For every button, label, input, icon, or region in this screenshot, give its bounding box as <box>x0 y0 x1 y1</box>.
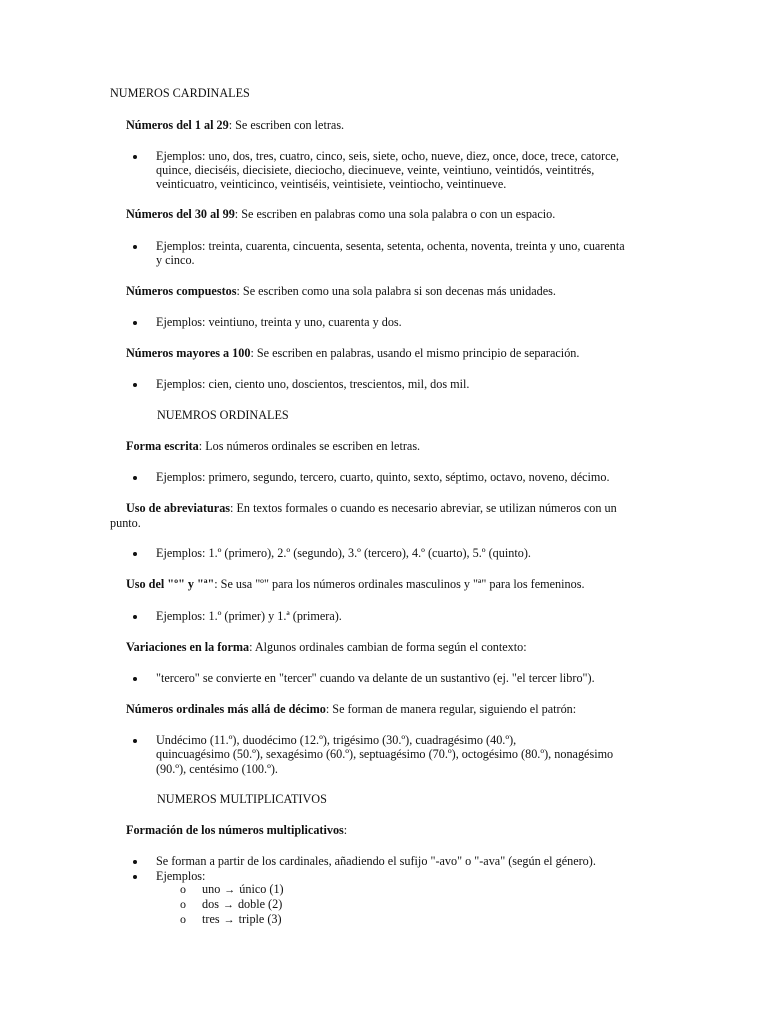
term: Números del 30 al 99 <box>126 207 235 221</box>
term: Uso del "º" y "ª" <box>126 577 215 591</box>
term: Números ordinales más allá de décimo <box>126 702 326 716</box>
term: Forma escrita <box>126 439 199 453</box>
list-item-text: Ejemplos: uno, dos, tres, cuatro, cinco, seis, siete, ocho, nueve, diez, once, doce, trece, catorce, <box>156 149 619 163</box>
definition: : Se usa "º" para los números ordinales masculinos y "ª" para los femeninos. <box>214 577 585 591</box>
paragraph-cardinales-2 <box>126 207 555 221</box>
definition: : Se forman de manera regular, siguiendo el patrón: <box>325 702 577 716</box>
paragraph-ordinales-1 <box>126 439 420 453</box>
paragraph-multiplicativos-1 <box>126 823 347 837</box>
circle-bullet-icon: o <box>180 897 186 911</box>
definition: : Se escriben con letras. <box>228 118 345 132</box>
list-item-text: Se forman a partir de los cardinales, añadiendo el sufijo "-avo" o "-ava" (según el género). <box>156 854 596 868</box>
list-item-text: Ejemplos: veintiuno, treinta y uno, cuarenta y dos. <box>156 315 402 329</box>
bullet-icon <box>133 383 137 387</box>
bullet-icon <box>133 677 137 681</box>
section-heading-ordinales: NUEMROS ORDINALES <box>157 408 289 422</box>
sub-item-result: doble (2) <box>237 897 283 911</box>
sub-item-result: triple (3) <box>238 912 282 926</box>
list-item-text: Undécimo (11.º), duodécimo (12.º), trigésimo (30.º), cuadragésimo (40.º), <box>156 733 517 747</box>
sub-item-word: tres <box>202 912 220 926</box>
circle-bullet-icon: o <box>180 912 186 926</box>
list-item-text: Ejemplos: 1.º (primer) y 1.ª (primera). <box>156 609 342 623</box>
list-item-text: "tercero" se convierte en "tercer" cuando va delante de un sustantivo (ej. "el tercer libro"). <box>156 671 595 685</box>
term: Formación de los números multiplicativos <box>126 823 344 837</box>
list-item-text: Ejemplos: cien, ciento uno, doscientos, trescientos, mil, dos mil. <box>156 377 470 391</box>
bullet-icon <box>133 321 137 325</box>
sub-item-word: uno <box>202 882 221 896</box>
bullet-icon <box>133 245 137 249</box>
circle-bullet-icon: o <box>180 882 186 896</box>
paragraph-ordinales-2 <box>126 501 617 515</box>
list-item-text: quince, dieciséis, diecisiete, dieciocho, diecinueve, veinte, veintiuno, veintidós, veintitrés, <box>156 163 595 177</box>
list-item-text: Ejemplos: primero, segundo, tercero, cuarto, quinto, sexto, séptimo, octavo, noveno, décimo. <box>156 470 610 484</box>
paragraph-cardinales-4 <box>126 346 579 360</box>
definition: : Se escriben como una sola palabra si son decenas más unidades. <box>236 284 556 298</box>
term: Uso de abreviaturas <box>126 501 231 515</box>
bullet-icon <box>133 860 137 864</box>
list-item-text: (90.º), centésimo (100.º). <box>156 762 278 776</box>
bullet-icon <box>133 739 137 743</box>
bullet-icon <box>133 875 137 879</box>
section-heading-cardinales: NUMEROS CARDINALES <box>110 86 250 100</box>
bullet-icon <box>133 615 137 619</box>
sub-item-result: único (1) <box>239 882 284 896</box>
term: Variaciones en la forma <box>126 640 250 654</box>
term: Números compuestos <box>126 284 237 298</box>
definition: : Se escriben en palabras como una sola palabra o con un espacio. <box>234 207 556 221</box>
list-item-text: y cinco. <box>156 253 195 267</box>
paragraph-cardinales-1 <box>126 118 344 132</box>
paragraph-ordinales-4 <box>126 640 527 654</box>
sub-item-word: dos <box>202 897 219 911</box>
paragraph-continuation: punto. <box>110 516 141 530</box>
sub-list-item <box>202 912 282 927</box>
definition: : En textos formales o cuando es necesario abreviar, se utilizan números con un <box>230 501 617 515</box>
bullet-icon <box>133 476 137 480</box>
sub-list-item <box>202 882 284 897</box>
paragraph-ordinales-3 <box>126 577 585 591</box>
definition: : Algunos ordinales cambian de forma según el contexto: <box>249 640 527 654</box>
paragraph-cardinales-3 <box>126 284 556 298</box>
bullet-icon <box>133 552 137 556</box>
list-item-text: Ejemplos: 1.º (primero), 2.º (segundo), 3.º (tercero), 4.º (cuarto), 5.º (quinto). <box>156 546 531 560</box>
arrow-right-icon: → <box>222 899 234 911</box>
list-item-text: Ejemplos: treinta, cuarenta, cincuenta, sesenta, setenta, ochenta, noventa, treinta y uno, cuarenta <box>156 239 625 253</box>
section-heading-multiplicativos: NUMEROS MULTIPLICATIVOS <box>157 792 327 806</box>
definition: : Los números ordinales se escriben en letras. <box>198 439 421 453</box>
paragraph-ordinales-5 <box>126 702 576 716</box>
list-item-text: veinticuatro, veinticinco, veintiséis, veintisiete, veintiocho, veintinueve. <box>156 177 507 191</box>
arrow-right-icon: → <box>224 884 236 896</box>
term: Números del 1 al 29 <box>126 118 229 132</box>
definition: : Se escriben en palabras, usando el mismo principio de separación. <box>250 346 580 360</box>
list-item-text: Ejemplos: <box>156 869 206 883</box>
list-item-text: quincuagésimo (50.º), sexagésimo (60.º), septuagésimo (70.º), octogésimo (80.º), nonagésimo <box>156 747 614 761</box>
term: Números mayores a 100 <box>126 346 251 360</box>
arrow-right-icon: → <box>223 914 235 926</box>
bullet-icon <box>133 155 137 159</box>
sub-list-item <box>202 897 282 912</box>
definition: : <box>343 823 348 837</box>
